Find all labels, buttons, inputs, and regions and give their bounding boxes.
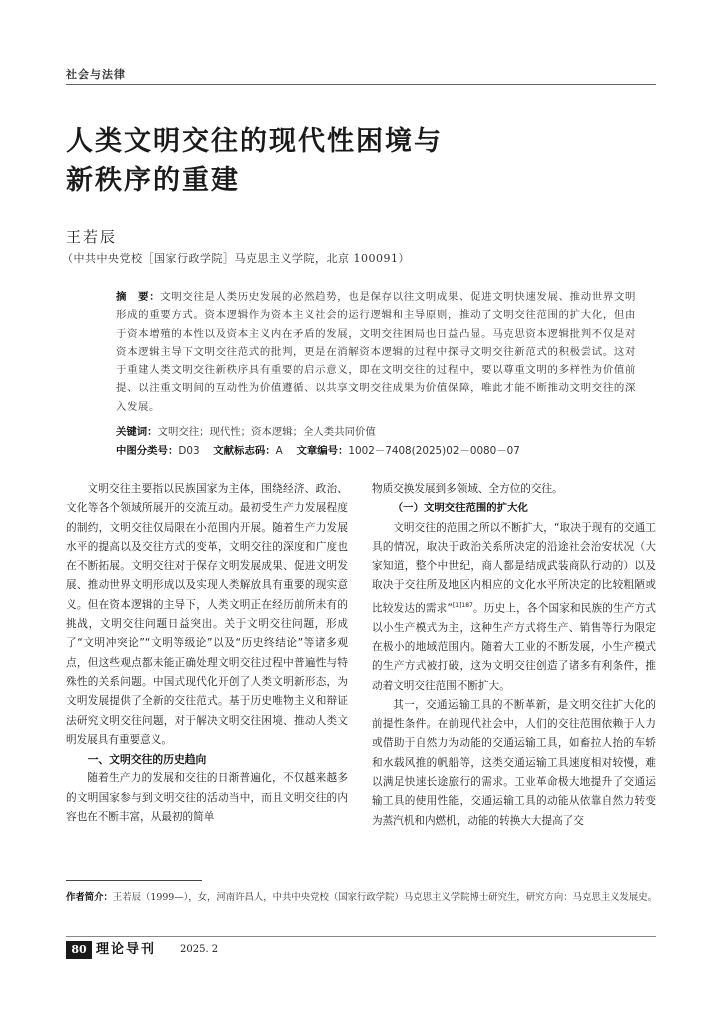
article-title: [66, 122, 626, 200]
body-text: 。历史上，各个国家和民族的生产方式以小生产模式为主，这种生产方式将生产、销售等行为限定在极小的地域范围内。随着大工业的不断发展，小生产模式的生产方式被打破，这为文明交往创造了诸多有利条件，推动着文明交往范围不断扩大。: [372, 602, 656, 692]
author-bio-footnote: [66, 890, 658, 906]
body-right-column: [372, 480, 656, 831]
abstract-text: 文明交往是人类历史发展的必然趋势，也是保存以往文明成果、促进文明快速发展、推动世界文明形成的重要方式。资本逻辑作为资本主义社会的运行逻辑和主导原则，推动了文明交往范围的扩大化，但由于资本增殖的本性以及资本主义内在矛盾的发展，文明交往困局也日益凸显。马克思资本逻辑批判不仅是对资本逻辑主导下文明交往范式的批判，更是在消解资本逻辑的过程中探寻文明交往新范式的积极尝试。这对于重建人类文明交往新秩序具有重要的启示意义，即在文明交往的过程中，要以尊重文明的多样性为价值前提、以注重文明间的互动性为价值遵循、以共享文明交往成果为价值保障，唯此才能不断推动文明交往的深入发展。: [116, 291, 636, 413]
footnote-rule: [66, 880, 202, 881]
body-paragraph: 随着生产力的发展和交往的日渐普遍化，不仅越来越多的文明国家参与到文明交往的活动当中，而且文明交往的内容也在不断丰富，从最初的简单: [66, 772, 348, 824]
abstract: [116, 288, 636, 416]
body-paragraph: [372, 519, 656, 696]
section-tag: 社会与法律: [66, 68, 126, 81]
page-number: 80: [66, 941, 92, 959]
title-line-1: 人类文明交往的现代性困境与: [66, 126, 443, 157]
keywords-label: 关键词：: [116, 426, 158, 438]
quote-text: 文明交往的范围之所以不断扩大，“取决于现有的交通工具的情况，取决于政治关系所决定的沿途社会治安状况（大家知道，整个中世纪，商人都是结成武装商队行动的）以及取决于交往所及地区内相应的文化水平所决定的比较粗陋或比较发达的需求”: [372, 521, 656, 615]
section-heading: 一、文明交往的历史趋向: [87, 753, 207, 767]
clc-value: D03: [178, 445, 200, 457]
doc-code-value: A: [275, 445, 283, 457]
abstract-label: 摘 要：: [116, 291, 161, 303]
footnote-label: 作者简介：: [66, 892, 113, 903]
author-affiliation: （中共中央党校［国家行政学院］马克思主义学院，北京 100091）: [62, 252, 410, 265]
journal-name: 理论导刊: [96, 942, 157, 957]
classification: [116, 442, 656, 457]
top-rule: [66, 84, 656, 85]
footnote-text: 王若辰（1999—），女，河南许昌人，中共中央党校（国家行政学院）马克思主义学院博士研究生，研究方向：马克思主义发展史。: [112, 892, 658, 903]
citation-marker: [1]187: [452, 601, 473, 609]
author-name: 王若辰: [66, 228, 118, 246]
keywords: [116, 423, 636, 438]
article-number-label: 文章编号：: [296, 445, 349, 457]
body-left-column: [66, 480, 348, 827]
subsection-heading: （一）文明交往范围的扩大化: [392, 502, 528, 515]
article-number-value: 1002－7408(2025)02－0080－07: [348, 445, 520, 457]
body-paragraph: 文明交往主要指以民族国家为主体，围绕经济、政治、文化等各个领域所展开的交流互动。最初受生产力发展程度的制约，文明交往仅局限在小范围内开展。随着生产力发展水平的提高以及交往方式的变革，文明交往的深度和广度也在不断拓展。文明交往对于保存文明发展成果、促进文明发展、推动世界文明形成以及实现人类解放具有重要的现实意义。但在资本逻辑的主导下，人类文明正在经历前所未有的挑战，文明交往问题日益突出。关于文明交往问题，形成了“文明冲突论”“文明等级论”以及“历史终结论”等诸多观点，但这些观点都未能正确处理文明交往过程中普遍性与特殊性的关系问题。中国式现代化开创了人类文明新形态，为文明发展提供了全新的交往范式。基于历史唯物主义和辩证法研究文明交往问题，对于解决文明交往困境、推动人类文明发展具有重要意义。: [66, 483, 348, 746]
doc-code-label: 文献标志码：: [213, 445, 276, 457]
keywords-text: 文明交往；现代性；资本逻辑；全人类共同价值: [157, 426, 376, 438]
title-line-2: 新秩序的重建: [66, 165, 240, 196]
footer-rule: [66, 936, 656, 937]
body-paragraph-continued: 物质交换发展到多领域、全方位的交往。: [372, 483, 563, 495]
body-paragraph: 其一，交通运输工具的不断革新，是文明交往扩大化的前提性条件。在前现代社会中，人们的交往范围依赖于人力或借助于自然力为动能的交通运输工具，如畜拉人抬的车轿和水载风推的帆船等，这类交通运输工具速度相对较慢，难以满足快速长途旅行的需求。工业革命极大地提升了交通运输工具的使用性能，交通运输工具的动能从依靠自然力转变为蒸汽机和内燃机，动能的转换大大提高了交: [372, 698, 656, 827]
issue-number: 2025. 2: [180, 944, 219, 955]
clc-label: 中图分类号：: [116, 445, 179, 457]
